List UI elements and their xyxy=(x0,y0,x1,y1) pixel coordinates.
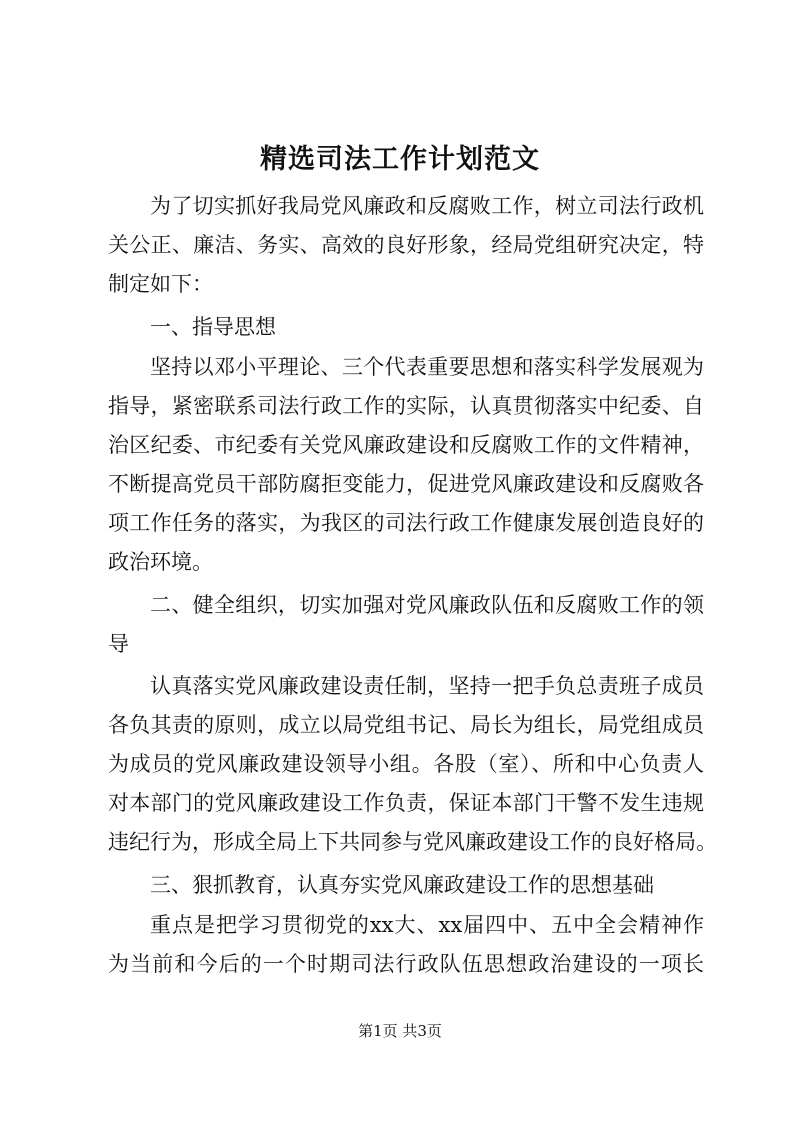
paragraph-line: 认真落实党风廉政建设责任制，坚持一把手负总责班子成员 xyxy=(150,674,704,698)
section-heading: 三、狠抓教育，认真夯实党风廉政建设工作的思想基础 xyxy=(150,873,654,897)
section-heading: 导 xyxy=(108,632,129,656)
paragraph-line: 制定如下： xyxy=(108,272,213,296)
paragraph-line: 为成员的党风廉政建设领导小组。各股（室）、所和中心负责人 xyxy=(108,752,704,776)
paragraph-line: 坚持以邓小平理论、三个代表重要思想和落实科学发展观为 xyxy=(150,355,704,379)
paragraph-line: 违纪行为，形成全局上下共同参与党风廉政建设工作的良好格局。 xyxy=(108,830,717,854)
paragraph-line: 政治环境。 xyxy=(108,550,213,574)
paragraph-line: 项工作任务的落实，为我区的司法行政工作健康发展创造良好的 xyxy=(108,511,704,535)
paragraph-line: 不断提高党员干部防腐拒变能力，促进党风廉政建设和反腐败各 xyxy=(108,472,704,496)
page-indicator: 第1页 共3页 xyxy=(358,1022,442,1040)
document-title: 精选司法工作计划范文 xyxy=(260,144,540,175)
paragraph-line: 为了切实抓好我局党风廉政和反腐败工作，树立司法行政机 xyxy=(150,194,704,218)
section-heading: 一、指导思想 xyxy=(150,315,276,339)
paragraph-line: 对本部门的党风廉政建设工作负责，保证本部门干警不发生违规 xyxy=(108,791,704,815)
paragraph-line: 治区纪委、市纪委有关党风廉政建设和反腐败工作的文件精神， xyxy=(108,433,704,457)
paragraph-line: 各负其责的原则，成立以局党组书记、局长为组长，局党组成员 xyxy=(108,713,704,737)
paragraph-line: 指导，紧密联系司法行政工作的实际，认真贯彻落实中纪委、自 xyxy=(108,394,704,418)
paragraph-line: 为当前和今后的一个时期司法行政队伍思想政治建设的一项长 xyxy=(108,952,704,976)
paragraph-line: 重点是把学习贯彻党的xx大、xx届四中、五中全会精神作 xyxy=(150,913,704,937)
paragraph-line: 关公正、廉洁、务实、高效的良好形象，经局党组研究决定，特 xyxy=(108,233,704,257)
section-heading: 二、健全组织，切实加强对党风廉政队伍和反腐败工作的领 xyxy=(150,593,704,617)
